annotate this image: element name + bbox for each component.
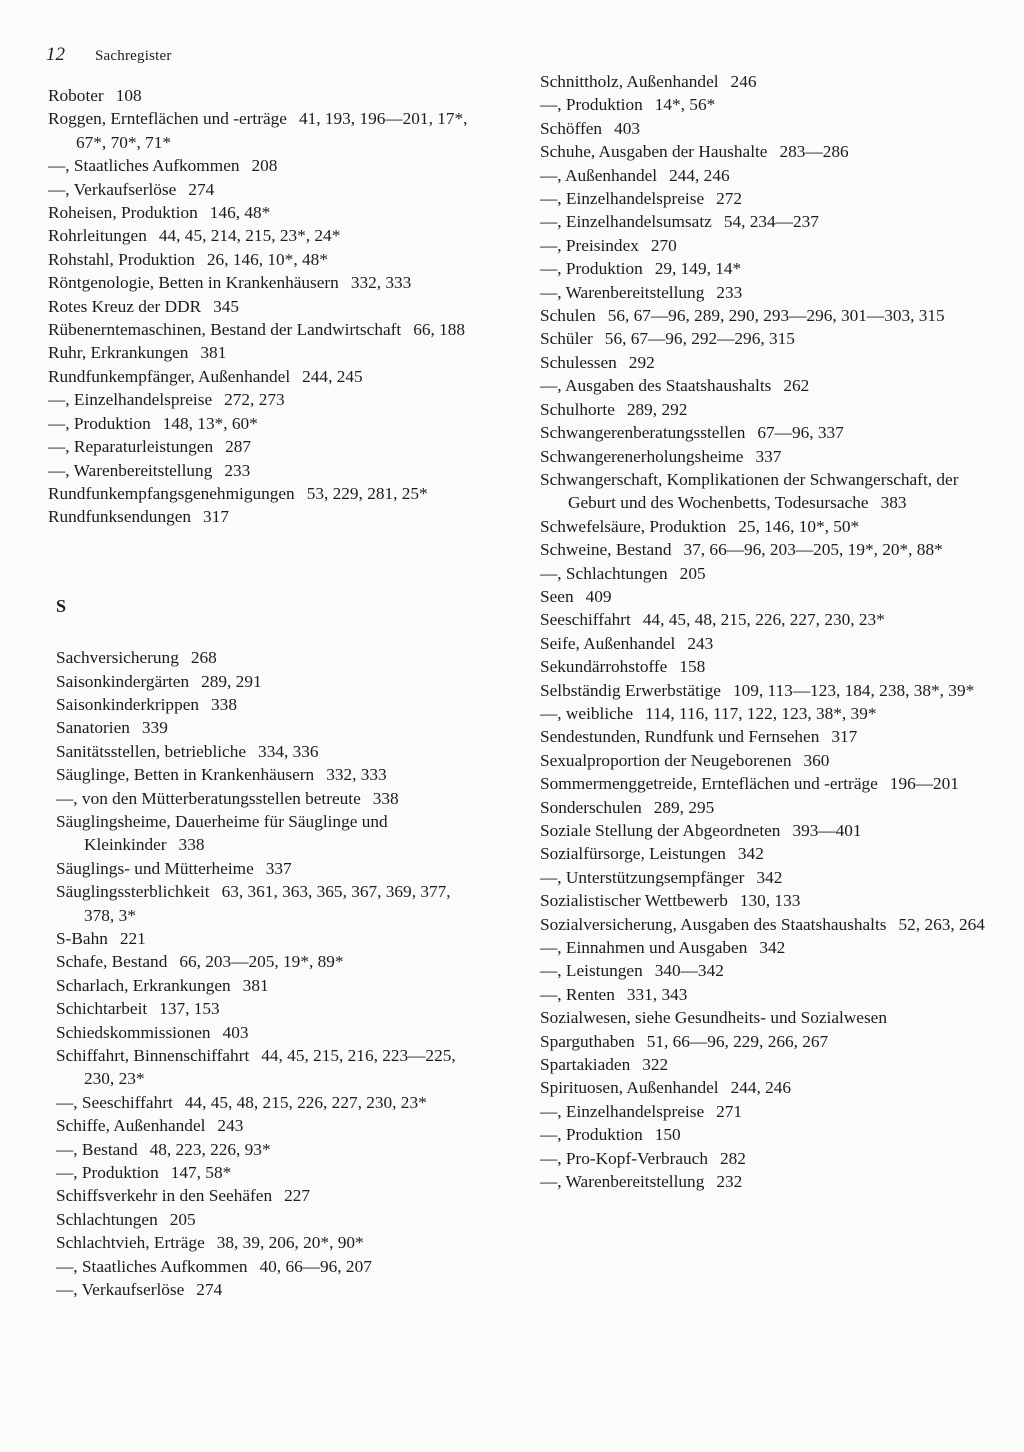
entry-page-refs: 40, 66—96, 207 [259,1256,372,1276]
entry-term: Schwangerenberatungsstellen [540,423,746,443]
entry-term: —, Produktion [540,1125,643,1145]
entry-term: Schöffen [540,118,603,138]
index-entry [48,248,478,271]
section-letter: S [56,595,67,616]
entry-term: Schwefelsäure, Produktion [540,516,727,536]
entry-page-refs: 292 [628,352,655,372]
index-entry [540,93,990,116]
index-entry [48,271,478,294]
entry-page-refs: 337 [265,858,292,878]
entry-term: Sexualproportion der Neugeborenen [540,750,792,770]
entry-term: Sonderschulen [540,797,642,817]
entry-term: Ruhr, Erkrankungen [48,343,189,363]
entry-term: Schulessen [540,352,617,372]
entry-page-refs: 109, 113—123, 184, 238, 38*, 39* [732,680,975,700]
index-entry [540,679,990,702]
index-entry [56,974,478,997]
entry-term: —, Verkaufserlöse [48,179,177,199]
entry-term: —, Produktion [56,1163,159,1183]
index-entry [540,257,990,280]
entry-page-refs: 409 [585,586,612,606]
index-entry [540,117,990,140]
entry-term: —, Produktion [48,413,151,433]
entry-page-refs: 147, 58* [170,1163,232,1183]
entry-page-refs: 29, 149, 14* [654,259,742,279]
index-entry [540,304,990,327]
entry-page-refs: 289, 295 [653,797,715,817]
index-entry [48,107,478,154]
entry-page-refs: 332, 333 [326,765,387,785]
entry-term: —, Warenbereitstellung [540,1172,705,1192]
index-list-s-continued [540,70,990,1194]
entry-term: Schichtarbeit [56,999,148,1019]
index-entry [540,1100,990,1123]
entry-term: Rundfunkempfänger, Außenhandel [48,366,291,386]
index-entry [48,482,478,505]
page-title: Sachregister [95,48,172,64]
entry-term: Schiffe, Außenhandel [56,1116,206,1136]
entry-page-refs: 289, 291 [201,671,262,691]
entry-page-refs: 52, 263, 264 [898,914,985,934]
entry-page-refs: 272 [716,189,743,209]
entry-page-refs: 244, 246 [669,165,730,185]
entry-term: Saisonkinderkrippen [56,694,200,714]
entry-page-refs: 274 [188,179,215,199]
index-entry [540,725,990,748]
index-entry [56,1114,478,1137]
entry-term: —, Pro-Kopf-Verbrauch [540,1148,708,1168]
entry-page-refs: 38, 39, 206, 20*, 90* [216,1233,364,1253]
entry-term: Saisonkindergärten [56,671,190,691]
entry-term: Sanatorien [56,718,130,738]
entry-page-refs: 345 [213,296,240,316]
index-entry [540,913,990,936]
entry-page-refs: 244, 246 [730,1078,792,1098]
entry-page-refs: 48, 223, 226, 93* [149,1139,271,1159]
entry-term: Roggen, Ernteflächen und -erträge [48,109,287,129]
entry-page-refs: 44, 45, 215, 216, 223—225, 230, 23* [84,1046,456,1089]
index-entry [540,608,990,631]
index-entry [540,772,990,795]
index-entry [540,983,990,1006]
index-entry [540,234,990,257]
entry-term: —, Außenhandel [540,165,658,185]
entry-page-refs: 337 [755,446,782,466]
index-entry [540,1030,990,1053]
index-entry [48,224,478,247]
entry-term: Sachversicherung [56,648,179,668]
index-entry [48,412,478,435]
index-entry [48,201,478,224]
index-list-r [48,84,478,529]
index-entry [540,796,990,819]
entry-term: —, Staatliches Aufkommen [56,1256,248,1276]
index-entry [56,1044,478,1091]
entry-term: Seife, Außenhandel [540,633,676,653]
entry-page-refs: 51, 66—96, 229, 266, 267 [646,1031,829,1051]
index-entry [540,70,990,93]
entry-term: —, Preisindex [540,235,639,255]
entry-term: Rohrleitungen [48,226,147,246]
entry-term: —, Produktion [540,95,643,115]
entry-page-refs: 403 [614,118,640,138]
index-entry [540,515,990,538]
index-entry [540,842,990,865]
entry-term: Sozialistischer Wettbewerb [540,891,728,911]
index-entry [48,341,478,364]
index-entry [56,1208,478,1231]
index-entry [540,819,990,842]
entry-term: Rotes Kreuz der DDR [48,296,202,316]
entry-term: Schiffahrt, Binnenschiffahrt [56,1046,250,1066]
index-column-left [48,84,478,1302]
entry-term: Schiedskommissionen [56,1022,211,1042]
entry-page-refs: 44, 45, 214, 215, 23*, 24* [158,226,341,246]
entry-page-refs: 342 [759,938,786,958]
index-entry [540,140,990,163]
entry-page-refs: 56, 67—96, 289, 290, 293—296, 301—303, 315 [607,306,945,326]
entry-page-refs: 14*, 56* [654,95,716,115]
index-entry [540,585,990,608]
index-entry [540,468,990,515]
index-entry [540,1053,990,1076]
entry-page-refs: 25, 146, 10*, 50* [738,516,860,536]
entry-term: Schlachtvieh, Erträge [56,1233,205,1253]
entry-page-refs: 221 [119,929,146,948]
entry-page-refs: 331, 343 [626,984,688,1004]
entry-term: Schwangerschaft, Komplikationen der Schwangerschaft, der Geburt und des Wochenbetts, Todesursache [540,469,959,513]
entry-term: Säuglingssterblichkeit [56,882,210,902]
entry-term: Sozialversicherung, Ausgaben des Staatshaushalts [540,914,887,934]
entry-page-refs: 334, 336 [258,741,319,761]
index-entry [56,787,478,810]
entry-term: —, Verkaufserlöse [56,1280,185,1300]
index-entry [540,889,990,912]
entry-term: Sozialfürsorge, Leistungen [540,844,726,864]
entry-term: Sparguthaben [540,1031,635,1051]
index-entry [540,632,990,655]
index-entry [56,927,478,950]
entry-page-refs: 289, 292 [626,399,688,419]
index-entry [540,1076,990,1099]
entry-term: Selbständig Erwerbstätige [540,680,721,700]
entry-page-refs: 322 [642,1055,669,1075]
index-entry [540,959,990,982]
entry-page-refs: 339 [141,718,168,738]
entry-term: —, Leistungen [540,961,643,981]
entry-page-refs: 274 [196,1280,223,1300]
index-list-s [48,646,478,1301]
entry-term: Seen [540,586,574,606]
index-entry [56,1255,478,1278]
entry-term: Sanitätsstellen, betriebliche [56,741,247,761]
entry-page-refs: 342 [756,867,783,887]
entry-page-refs: 360 [803,750,830,770]
entry-term: —, Einzelhandelspreise [540,1101,705,1121]
entry-term: Rundfunksendungen [48,507,192,527]
index-entry [56,857,478,880]
entry-page-refs: 208 [251,156,278,176]
index-entry [540,164,990,187]
entry-term: Säuglinge, Betten in Krankenhäusern [56,765,315,785]
entry-page-refs: 227 [284,1186,311,1206]
index-entry [540,210,990,233]
entry-page-refs: 205 [169,1209,196,1229]
entry-term: Schiffsverkehr in den Seehäfen [56,1186,273,1206]
index-entry [56,740,478,763]
entry-page-refs: 137, 153 [159,999,220,1019]
entry-page-refs: 67—96, 337 [757,423,844,443]
entry-term: —, Einnahmen und Ausgaben [540,938,748,958]
index-entry [56,693,478,716]
entry-term: Schlachtungen [56,1209,158,1229]
index-entry [56,763,478,786]
entry-term: Schüler [540,329,593,349]
entry-page-refs: 287 [225,437,252,457]
index-entry [56,950,478,973]
entry-term: Sekundärrohstoffe [540,657,668,677]
index-entry [540,538,990,561]
index-entry [56,670,478,693]
entry-page-refs: 243 [687,633,714,653]
entry-page-refs: 63, 361, 363, 365, 367, 369, 377, 378, 3* [84,882,451,925]
index-entry [540,655,990,678]
entry-term: —, Einzelhandelsumsatz [540,212,712,232]
entry-term: —, Warenbereitstellung [540,282,705,302]
index-entry [48,365,478,388]
index-entry [48,505,478,528]
entry-term: Soziale Stellung der Abgeordneten [540,821,781,840]
entry-term: Schwangerenerholungsheime [540,446,744,466]
index-entry [540,1170,990,1193]
entry-page-refs: 148, 13*, 60* [162,413,258,433]
index-entry [540,281,990,304]
entry-page-refs: 37, 66—96, 203—205, 19*, 20*, 88* [683,540,943,560]
entry-page-refs: 342 [737,844,764,864]
index-entry [48,459,478,482]
entry-page-refs: 332, 333 [350,273,412,293]
entry-term: Säuglingsheime, Dauerheime für Säuglinge und Kleinkinder [56,811,388,855]
entry-page-refs: 262 [783,376,810,396]
index-entry [56,1184,478,1207]
index-entry [540,562,990,585]
entry-term: —, Ausgaben des Staatshaushalts [540,376,772,396]
entry-term: S-Bahn [56,929,108,948]
index-entry [48,295,478,318]
entry-page-refs: 114, 116, 117, 122, 123, 38*, 39* [645,703,877,723]
index-entry [540,327,990,350]
index-entry [540,1147,990,1170]
entry-page-refs: 244, 245 [302,366,363,386]
entry-term: Sozialwesen, siehe Gesundheits- und Sozialwesen [540,1008,887,1028]
index-entry [48,178,478,201]
entry-term: —, Unterstützungsempfänger [540,867,745,887]
index-column-right [540,70,990,1194]
entry-page-refs: 41, 193, 196—201, 17*, 67*, 70*, 71* [76,109,468,152]
entry-page-refs: 338 [211,694,237,714]
entry-page-refs: 130, 133 [739,891,801,911]
entry-page-refs: 66, 203—205, 19*, 89* [179,952,344,972]
entry-page-refs: 53, 229, 281, 25* [306,483,428,503]
entry-page-refs: 317 [831,727,858,747]
entry-term: Schnittholz, Außenhandel [540,72,719,91]
entry-term: —, Warenbereitstellung [48,460,213,480]
entry-page-refs: 338 [372,788,399,808]
index-entry [540,421,990,444]
page-header [46,44,172,68]
entry-term: Rohstahl, Produktion [48,249,195,269]
entry-page-refs: 268 [190,648,217,668]
entry-term: Sendestunden, Rundfunk und Fernsehen [540,727,820,747]
entry-page-refs: 205 [679,563,706,583]
index-entry [56,1161,478,1184]
entry-page-refs: 340—342 [654,961,724,981]
entry-page-refs: 403 [222,1022,249,1042]
entry-page-refs: 56, 67—96, 292—296, 315 [604,329,795,349]
entry-page-refs: 44, 45, 48, 215, 226, 227, 230, 23* [184,1092,427,1112]
entry-term: Röntgenologie, Betten in Krankenhäusern [48,273,339,293]
entry-page-refs: 44, 45, 48, 215, 226, 227, 230, 23* [642,610,885,630]
index-entry [56,810,478,857]
index-entry [540,1006,990,1029]
index-entry [540,445,990,468]
entry-page-refs: 270 [650,235,677,255]
index-entry [540,351,990,374]
entry-page-refs: 283—286 [779,142,849,162]
entry-term: —, Staatliches Aufkommen [48,156,240,176]
entry-term: Spartakiaden [540,1055,631,1075]
entry-term: —, weibliche [540,703,634,723]
index-entry [56,1278,478,1301]
entry-page-refs: 54, 234—237 [723,212,819,232]
entry-term: Säuglings- und Mütterheime [56,858,254,878]
index-entry [56,716,478,739]
entry-page-refs: 146, 48* [209,203,271,223]
index-entry [48,154,478,177]
entry-term: —, Einzelhandelspreise [540,189,705,209]
entry-term: Roboter [48,86,104,105]
entry-term: Roheisen, Produktion [48,203,198,223]
entry-page-refs: 383 [880,493,907,513]
index-entry [48,435,478,458]
entry-page-refs: 108 [115,86,142,105]
entry-term: —, Renten [540,984,615,1004]
entry-page-refs: 26, 146, 10*, 48* [206,249,328,269]
entry-page-refs: 393—401 [792,821,862,840]
entry-term: Schuhe, Ausgaben der Haushalte [540,142,768,162]
entry-term: Schweine, Bestand [540,540,672,560]
entry-page-refs: 338 [178,835,205,855]
entry-page-refs: 381 [200,343,227,363]
entry-term: —, Produktion [540,259,643,279]
index-entry [540,1123,990,1146]
entry-page-refs: 158 [679,657,706,677]
index-entry [56,1231,478,1254]
index-entry [48,84,478,107]
entry-term: —, Schlachtungen [540,563,668,583]
index-entry [56,1138,478,1161]
entry-term: Schulen [540,306,596,326]
index-entry [56,880,478,927]
entry-term: —, Bestand [56,1139,138,1159]
entry-term: Rübenerntemaschinen, Bestand der Landwirtschaft [48,320,402,340]
entry-term: —, Einzelhandelspreise [48,390,213,410]
entry-page-refs: 232 [716,1172,743,1192]
index-entry [540,187,990,210]
entry-term: Schulhorte [540,399,615,419]
entry-term: Scharlach, Erkrankungen [56,975,231,995]
entry-page-refs: 196—201 [889,774,959,794]
index-entry [56,1091,478,1114]
entry-page-refs: 246 [730,72,757,91]
entry-page-refs: 233 [716,282,743,302]
entry-term: —, Reparaturleistungen [48,437,214,457]
entry-term: Seeschiffahrt [540,610,631,630]
entry-page-refs: 66, 188 [413,320,466,340]
index-entry [540,702,990,725]
index-entry [540,866,990,889]
entry-page-refs: 282 [719,1148,746,1168]
index-entry [540,749,990,772]
entry-page-refs: 381 [242,975,269,995]
entry-term: —, von den Mütterberatungsstellen betreute [56,788,361,808]
index-entry [540,374,990,397]
index-entry [540,936,990,959]
index-entry [48,388,478,411]
entry-page-refs: 271 [716,1101,743,1121]
index-entry [48,318,478,341]
index-entry [540,398,990,421]
index-entry [56,1021,478,1044]
entry-page-refs: 272, 273 [224,390,285,410]
index-entry [56,997,478,1020]
entry-page-refs: 317 [203,507,229,527]
entry-term: Spirituosen, Außenhandel [540,1078,719,1098]
entry-page-refs: 150 [654,1125,681,1145]
entry-term: Sommermenggetreide, Ernteflächen und -erträge [540,774,878,794]
index-entry [56,646,478,669]
entry-page-refs: 233 [224,460,251,480]
page-number: 12 [46,44,65,65]
entry-page-refs: 243 [217,1116,244,1136]
entry-term: Schafe, Bestand [56,952,168,972]
entry-term: Rundfunkempfangsgenehmigungen [48,483,295,503]
entry-term: —, Seeschiffahrt [56,1092,173,1112]
